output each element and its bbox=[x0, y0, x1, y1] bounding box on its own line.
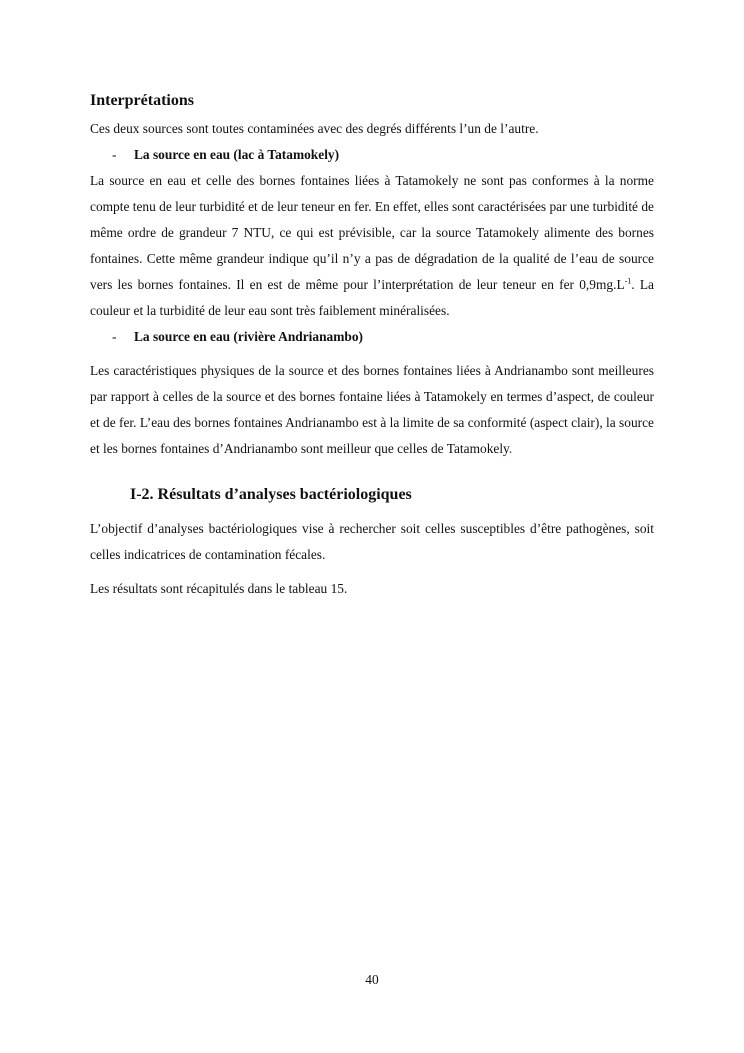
bullet-label: La source en eau (rivière Andrianambo) bbox=[134, 329, 363, 344]
paragraph-end-mark: . bbox=[508, 441, 513, 456]
bullet-label: La source en eau (lac à Tatamokely) bbox=[134, 147, 340, 162]
bacteriology-paragraph: L’objectif d’analyses bactériologiques vise à rechercher soit celles susceptibles d’être pathogènes, soit celles indicatrices de contamination fécales. bbox=[90, 521, 654, 562]
interpretations-heading: Interprétations bbox=[90, 92, 194, 109]
bullet-dash: - bbox=[112, 329, 117, 344]
section-title: I-2. Résultats d’analyses bactériologiques bbox=[130, 486, 412, 503]
paragraph-text: . La couleur et la turbidité de leur eau sont très faiblement minéralisées. bbox=[90, 277, 654, 318]
bullet-lac-tatamokely bbox=[112, 142, 654, 168]
superscript-exponent: -1 bbox=[624, 276, 632, 286]
paragraph-text: Les caractéristiques physiques de la source et des bornes fontaines liées à Andrianambo sont meilleures par rapport à celles de la source et des bornes fontaine liées à Tatamokely en termes d’aspect, de couleur et de fer. L’eau des bornes fontaines Andrianambo est à la limite de sa conformité (aspect clair), la source et les bornes fontaines d’Andrianambo sont meilleur que celles de Tatamokely bbox=[90, 363, 654, 456]
paragraph-andrianambo bbox=[90, 358, 654, 462]
page-number: 40 bbox=[365, 972, 379, 987]
document-page bbox=[90, 90, 654, 602]
paragraph-text: La source en eau et celle des bornes fontaines liées à Tatamokely ne sont pas conformes à la norme compte tenu de leur turbidité et de leur teneur en fer. En effet, elles sont caractérisées par une turbidité de même ordre de grandeur 7 NTU, ce qui est prévisible, car la source Tatamokely alimente des bornes fontaines. Cette même grandeur indique qu’il n’y a pas de dégradation de la qualité de l’eau de source vers les bornes fontaines. Il en est de même pour l’interprétation de leur teneur en fer 0,9mg.L bbox=[90, 173, 654, 292]
intro-paragraph: Ces deux sources sont toutes contaminées avec des degrés différents l’un de l’autre. bbox=[90, 121, 539, 136]
bullet-riviere-andrianambo bbox=[112, 324, 654, 350]
bullet-dash: - bbox=[112, 147, 117, 162]
paragraph-tatamokely bbox=[90, 168, 654, 324]
results-paragraph: Les résultats sont récapitulés dans le tableau 15. bbox=[90, 581, 348, 596]
